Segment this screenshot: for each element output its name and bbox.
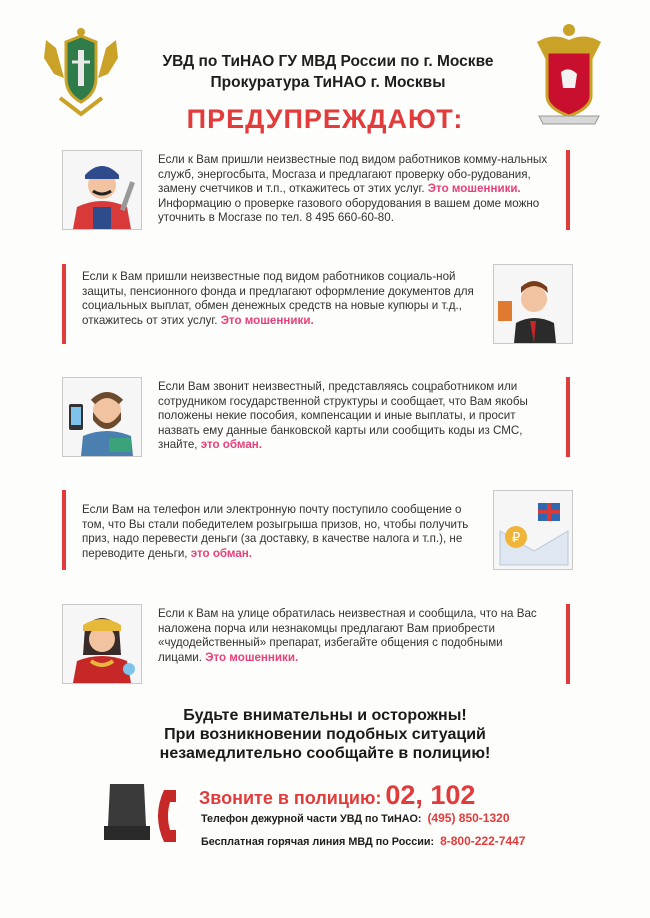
item-3-text — [158, 380, 543, 453]
item-5-text — [158, 607, 543, 665]
item-4-body: Если Вам на телефон или электронную почту поступило сообщение о том, что Вы стали победителем розыгрыша призов, но, чтобы получить приз, надо перевести деньги (за доставку, в качестве налога и т.п.), не переводите деньги, — [82, 503, 469, 560]
item-3-accent-bar — [566, 377, 570, 457]
item-1-body: Если к Вам пришли неизвестные под видом работников комму-нальных служб, энергосбыта, Мосгаза и предлагают проверку обо-рудования, замену счетчиков и т.п., откажитесь от этих услуг. — [158, 153, 548, 196]
utility-worker-icon — [62, 150, 142, 230]
item-2-highlight: Это мошенники. — [220, 313, 314, 327]
item-5-accent-bar — [566, 604, 570, 684]
item-5-highlight: Это мошенники. — [205, 650, 299, 664]
item-5-body: Если к Вам на улице обратилась неизвестная и сообщила, что на Вас наложена порча или незнакомцы предлагают Вам приобрести «чудодейственный» препарат, избегайте общения с подобными лицами. — [158, 607, 537, 664]
item-3-body: Если Вам звонит неизвестный, представляясь соцработником или сотрудником государственной структуры и сообщает, что Вам якобы положены некие пособия, компенсации и иные выплаты, и просит назвать ему данные банковской карты или сообщить коды из СМС, знайте, — [158, 380, 528, 452]
prize-envelope-icon — [493, 490, 573, 570]
header-line-1: УВД по ТиНАО ГУ МВД России по г. Москве — [162, 53, 494, 70]
outro-line-3: незамедлительно сообщайте в полицию! — [159, 745, 491, 762]
svg-text:₽: ₽ — [511, 531, 521, 546]
item-1-accent-bar — [566, 150, 570, 230]
item-4-text — [82, 503, 482, 561]
outro-line-2: При возникновении подобных ситуаций — [164, 726, 486, 743]
hotline-phone-line — [201, 834, 525, 848]
item-4-accent-bar — [62, 490, 66, 570]
item-3-highlight: это обман. — [200, 438, 262, 452]
police-siren-icon — [104, 780, 150, 842]
header-line-2: Прокуратура ТиНАО г. Москвы — [210, 74, 446, 91]
duty-phone-line — [201, 811, 510, 825]
fortune-teller-icon — [62, 604, 142, 684]
phone-handset-icon — [154, 788, 190, 844]
hotline-label: Бесплатная горячая линия МВД по России: — [201, 836, 435, 848]
item-4-highlight: это обман. — [190, 546, 253, 560]
item-1-text — [158, 153, 553, 226]
outro-line-1: Будьте внимательны и осторожны! — [183, 707, 467, 724]
item-2-body: Если к Вам пришли неизвестные под видом работников социаль-ной защиты, пенсионного фонда и предлагают оформление документов для социальных выплат, обмен денежных средств на новые купюры и т.д., откажитесь от этих услуг. — [82, 270, 474, 327]
call-police — [199, 780, 475, 811]
duty-label: Телефон дежурной части УВД по ТиНАО: — [201, 813, 422, 825]
phone-caller-icon — [62, 377, 142, 457]
warning-title: ПРЕДУПРЕЖДАЮТ: — [186, 104, 464, 134]
call-number[interactable]: 02, 102 — [385, 780, 476, 810]
hotline-number[interactable]: 8-800-222-7447 — [440, 834, 526, 848]
item-2-text — [82, 270, 482, 328]
item-2-accent-bar — [62, 264, 66, 344]
social-worker-icon — [493, 264, 573, 344]
item-1-tail: Информацию о проверке газового оборудования в вашем доме можно уточнить в Мосгазе по тел. 8 495 660-60-80. — [158, 196, 540, 225]
duty-number[interactable]: (495) 850-1320 — [427, 811, 510, 825]
call-label: Звоните в полицию: — [199, 788, 382, 808]
item-1-highlight: Это мошенники. — [427, 182, 521, 196]
